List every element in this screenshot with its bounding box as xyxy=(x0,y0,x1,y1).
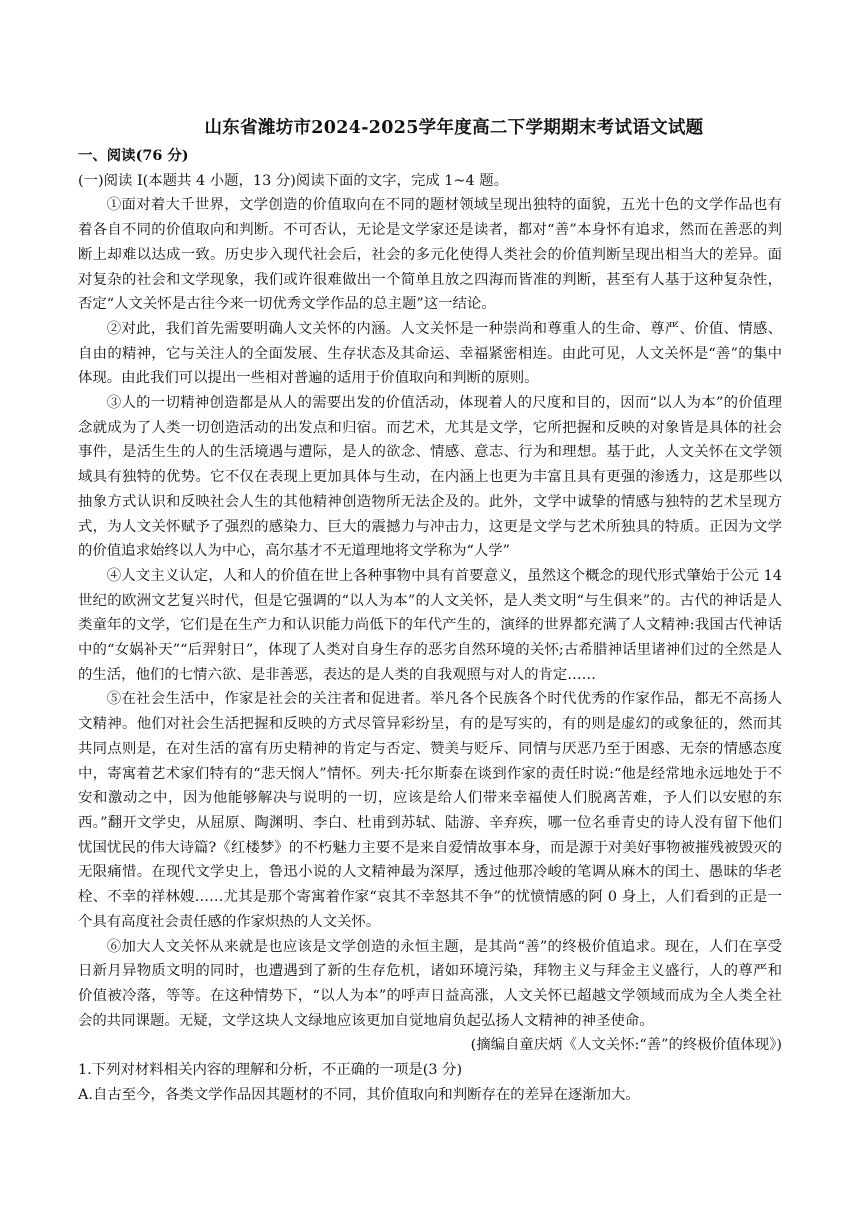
paragraph-4: ④人文主义认定，人和人的价值在世上各种事物中具有首要意义，虽然这个概念的现代形式肇始于公元 14 世纪的欧洲文艺复兴时代，但是它强调的“以人为本”的人文关怀，是人类文明“与生俱来”的。古代的神话是人类童年的文学，它们是在生产力和认识能力尚低下的年代产生的，演绎的世界都充满了人文精神:我国古代神话中的“女娲补天”“后羿射日”，体现了人类对自身生存的恶劣自然环境的关怀;古希腊神话里诸神们过的全然是人的生活，他们的七情六欲、是非善恶，表达的是人类的自我观照与对人的肯定…… xyxy=(78,567,782,683)
paragraph-1: ①面对着大千世界，文学创造的价值取向在不同的题材领域呈现出独特的面貌，五光十色的文学作品也有着各自不同的价值取向和判断。不可否认，无论是文学家还是读者，都对“善”本身怀有追求，然而在善恶的判断上却难以达成一致。历史步入现代社会后，社会的多元化使得人类社会的价值判断呈现出相当大的差异。面对复杂的社会和文学现象，我们或许很难做出一个简单且放之四海而皆准的判断，甚至有人基于这种复杂性，否定“人文关怀是古往今来一切优秀文学作品的总主题”这一结论。 xyxy=(78,197,782,313)
source-citation: (摘编自童庆炳《人文关怀:“善”的终极价值体现》) xyxy=(470,1037,782,1054)
subsection-intro: (一)阅读 I(本题共 4 小题，13 分)阅读下面的文字，完成 1~4 题。 xyxy=(78,172,509,189)
paragraph-3: ③人的一切精神创造都是从人的需要出发的价值活动，体现着人的尺度和目的，因而“以人为本”的价值理念就成为了人类一切创造活动的出发点和归宿。而艺术，尤其是文学，它所把握和反映的对象皆是具体的社会事件，是活生生的人的生活境遇与遭际，是人的欲念、情感、意志、行为和理想。基于此，人文关怀在文学领域具有独特的优势。它不仅在表现上更加具体与生动，在内涵上也更为丰富且具有更强的渗透力，这是那些以抽象方式认识和反映社会人生的其他精神创造物所无法企及的。此外，文学中诚挚的情感与独特的艺术呈现方式，为人文关怀赋予了强烈的感染力、巨大的震撼力与冲击力，这更是文学与艺术所独具的特质。正因为文学的价值追求始终以人为中心，高尔基才不无道理地将文学称为“人学” xyxy=(78,395,782,560)
question-1-option-a: A.自古至今，各类文学作品因其题材的不同，其价值取向和判断存在的差异在逐渐加大。 xyxy=(78,1086,640,1103)
section-heading: 一、阅读(76 分) xyxy=(78,147,189,164)
question-1: 1.下列对材料相关内容的理解和分析，不正确的一项是(3 分) xyxy=(78,1062,463,1079)
page-title: 山东省潍坊市2024-2025学年度高二下学期期末考试语文试题 xyxy=(204,118,704,138)
paragraph-6: ⑥加大人文关怀从来就是也应该是文学创造的永恒主题，是其尚“善”的终极价值追求。现在，人们在享受日新月异物质文明的同时，也遭遇到了新的生存危机，诸如环境污染，拜物主义与拜金主义盛行，人的尊严和价值被冷落，等等。在这种情势下，“以人为本”的呼声日益高涨，人文关怀已超越文学领域而成为全人类全社会的共同课题。无疑，文学这块人文绿地应该更加自觉地肩负起弘扬人文精神的神圣使命。 xyxy=(78,938,782,1029)
paragraph-5: ⑤在社会生活中，作家是社会的关注者和促进者。举凡各个民族各个时代优秀的作家作品，都无不高扬人文精神。他们对社会生活把握和反映的方式尽管异彩纷呈，有的是写实的，有的则是虚幻的或象征的，然而其共同点则是，在对生活的富有历史精神的肯定与否定、赞美与贬斥、同情与厌恶乃至于困惑、无奈的情感态度中，寄寓着艺术家们特有的“悲天悯人”情怀。列夫·托尔斯泰在谈到作家的责任时说:“他是经常地永远地处于不安和激动之中，因为他能够解决与说明的一切，应该是给人们带来幸福使人们脱离苦难，予人们以安慰的东西。”翻开文学史，从屈原、陶渊明、李白、杜甫到苏轼、陆游、辛弃疾，哪一位名垂青史的诗人没有留下他们忧国忧民的伟大诗篇?《红楼梦》的不朽魅力主要不是来自爱情故事本身，而是源于对美好事物被摧残被毁灭的无限痛惜。在现代文学史上，鲁迅小说的人文精神最为深厚，透过他那冷峻的笔调从麻木的闰土、愚昧的华老栓、不幸的祥林嫂……尤其是那个寄寓着作家“哀其不幸怒其不争”的忧愤情感的阿 0 身上，人们看到的正是一个具有高度社会责任感的作家炽热的人文关怀。 xyxy=(78,691,782,930)
paragraph-2: ②对此，我们首先需要明确人文关怀的内涵。人文关怀是一种崇尚和尊重人的生命、尊严、价值、情感、自由的精神，它与关注人的全面发展、生存状态及其命运、幸福紧密相连。由此可见，人文关怀是“善”的集中体现。由此我们可以提出一些相对普遍的适用于价值取向和判断的原则。 xyxy=(78,320,782,387)
